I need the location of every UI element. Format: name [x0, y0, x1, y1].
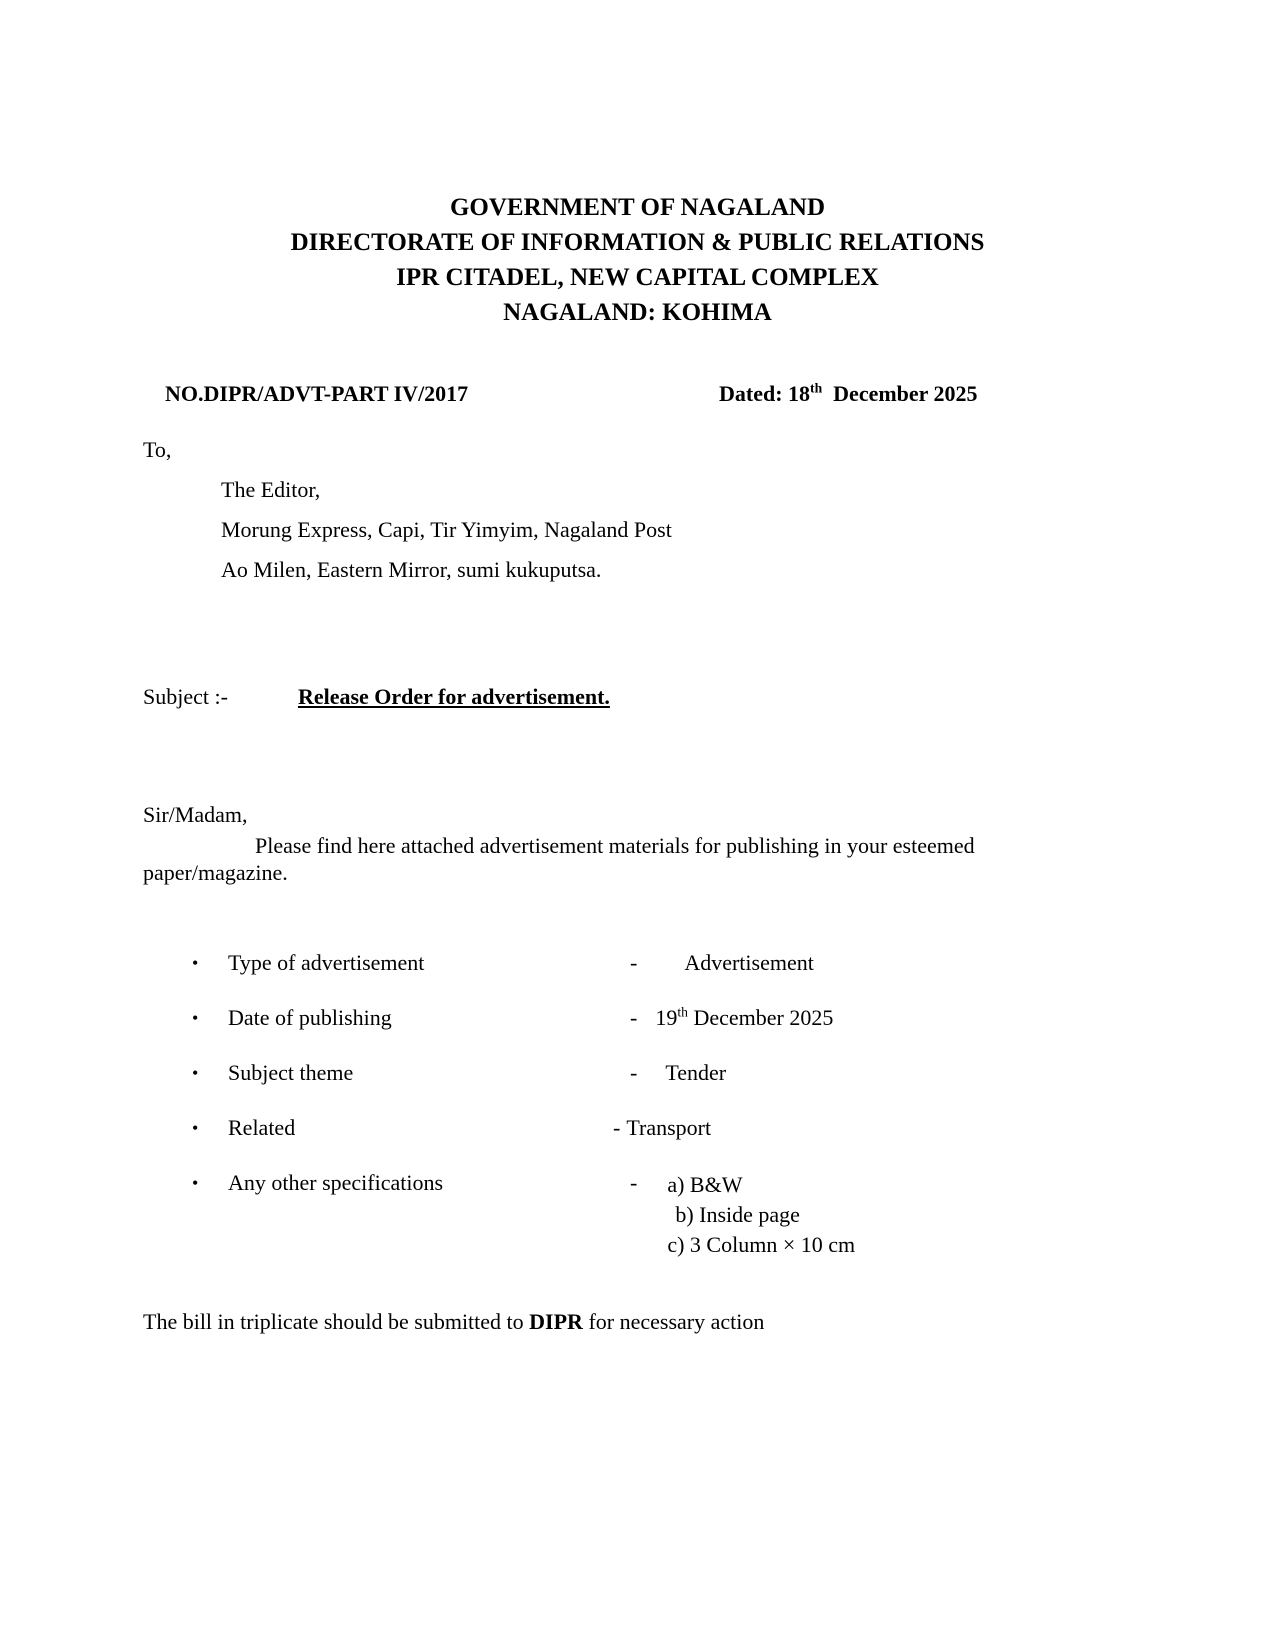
bullet-marker: • — [192, 1173, 199, 1193]
spec-value-block — [667, 1170, 855, 1260]
paragraph-line-2: paper/magazine. — [143, 860, 288, 885]
salutation: Sir/Madam, — [143, 802, 248, 827]
spec-label: Date of publishing — [228, 1005, 392, 1030]
org-name: GOVERNMENT OF NAGALAND — [449, 194, 825, 221]
spec-label: Subject theme — [228, 1060, 354, 1085]
publish-date-suffix: December 2025 — [687, 1005, 834, 1030]
reference-row — [143, 355, 1145, 433]
addressee-line-3: Ao Milen, Eastern Mirror, sumi kukuputsa. — [221, 557, 602, 582]
subject-label: Subject :- — [143, 684, 228, 709]
addressee-line-1: The Editor, — [221, 477, 321, 502]
reference-number: NO.DIPR/ADVT-PART IV/2017 — [165, 381, 469, 406]
spec-row-other-specifications — [143, 1170, 1145, 1260]
spec-value-line-b: b) Inside page — [675, 1202, 800, 1227]
spec-label: Type of advertisement — [228, 950, 425, 975]
footer-note — [143, 1309, 1145, 1335]
spec-value — [655, 1005, 833, 1031]
spec-separator: - — [630, 1170, 638, 1195]
footer-text-after: for necessary action — [582, 1309, 765, 1334]
publish-date-prefix: 19 — [655, 1005, 678, 1030]
bullet-marker: • — [192, 1008, 199, 1028]
bullet-marker: • — [192, 1063, 199, 1083]
address-line: IPR CITADEL, NEW CAPITAL COMPLEX — [396, 264, 879, 291]
subject-text: Release Order for advertisement. — [297, 684, 610, 709]
spec-label: Related — [228, 1115, 296, 1140]
footer-dipr-bold: DIPR — [529, 1309, 583, 1334]
date-suffix: December 2025 — [822, 381, 978, 406]
date-prefix: Dated: 18 — [719, 381, 811, 406]
spec-row-related — [143, 1115, 1145, 1141]
paragraph-line-1: Please find here attached advertisement materials for publishing in your esteemed — [255, 833, 975, 858]
spec-value-line-a: a) B&W — [667, 1172, 743, 1197]
spec-separator: - — [613, 1115, 621, 1140]
letterhead — [143, 190, 1132, 330]
bullet-marker: • — [192, 953, 199, 973]
addressee-line-2: Morung Express, Capi, Tir Yimyim, Nagaland Post — [221, 517, 672, 542]
spec-value: Advertisement — [684, 950, 814, 975]
spec-separator: - — [630, 1060, 638, 1085]
spec-row-subject-theme — [143, 1060, 1145, 1086]
spec-label: Any other specifications — [228, 1170, 444, 1195]
bullet-marker: • — [192, 1118, 199, 1138]
spec-value: Tender — [665, 1060, 727, 1085]
specification-list — [143, 950, 1145, 1260]
spec-row-date-of-publishing — [143, 1005, 1145, 1031]
spec-separator: - — [630, 950, 638, 975]
directorate-name: DIRECTORATE OF INFORMATION & PUBLIC RELATIONS — [290, 229, 985, 256]
spec-row-type-of-advertisement — [143, 950, 1145, 976]
date-superscript: th — [810, 380, 823, 396]
to-label: To, — [143, 437, 172, 462]
spec-value: Transport — [626, 1115, 712, 1140]
location-line: NAGALAND: KOHIMA — [503, 299, 772, 326]
spec-separator: - — [630, 1005, 638, 1030]
spec-value-line-c: c) 3 Column × 10 cm — [667, 1232, 856, 1257]
subject-row — [143, 684, 1145, 710]
footer-text-before: The bill in triplicate should be submitted to — [143, 1309, 530, 1334]
publish-date-superscript: th — [677, 1004, 688, 1020]
date-line — [719, 381, 978, 406]
body-paragraph — [143, 832, 1145, 886]
